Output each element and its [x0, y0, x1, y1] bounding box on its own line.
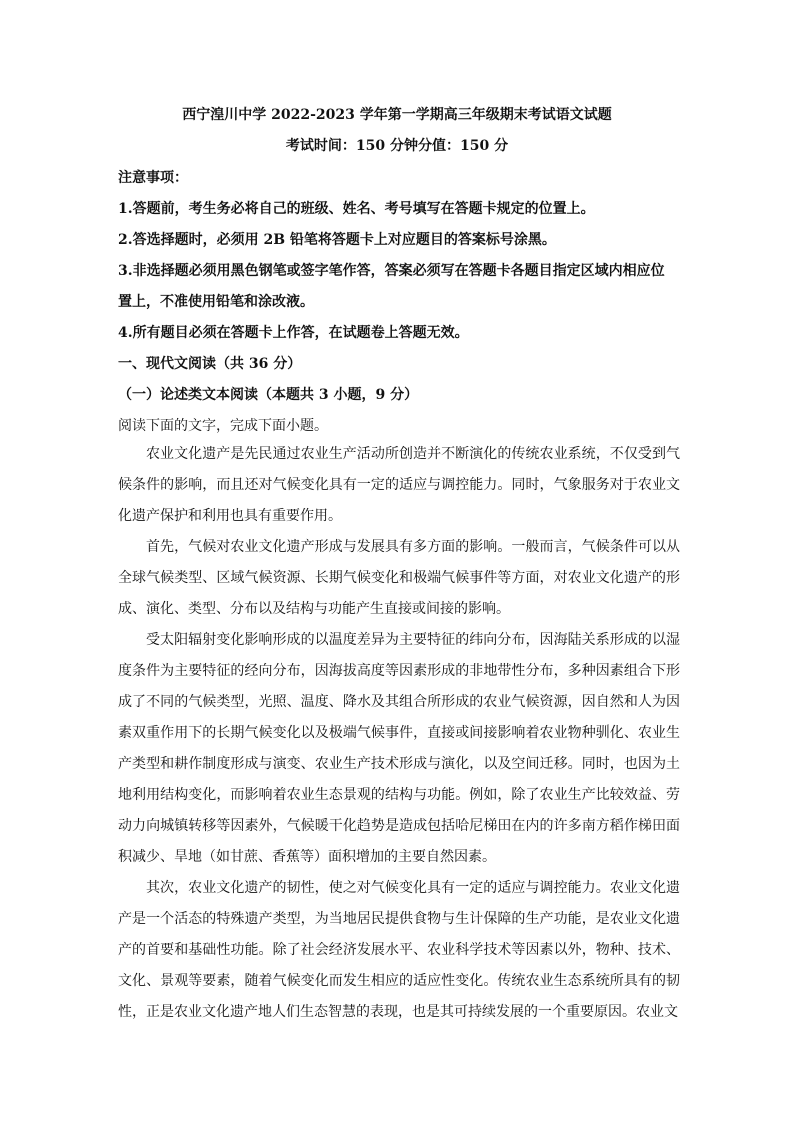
section-heading: 一、现代文阅读（共 36 分）	[118, 356, 302, 372]
note-item-3: 3.非选择题必须用黑色钢笔或签字笔作答，答案必须写在答题卡各题目指定区域内相应位	[118, 263, 665, 279]
exam-title: 西宁湟川中学 2022-2023 学年第一学期高三年级期末考试语文试题	[182, 107, 612, 123]
note-item-1: 1.答题前，考生务必将自己的班级、姓名、考号填写在答题卡规定的位置上。	[118, 201, 595, 217]
paragraph-2: 首先，气候对农业文化遗产形成与发展具有多方面的影响。一般而言，气候条件可以从全球气候类型、区域气候资源、长期气候变化和极端气候事件等方面，对农业文化遗产的形成、演化、类型、分布以及结构与功能产生直接或间接的影响。	[118, 539, 680, 617]
note-item-2: 2.答选择题时，必须用 2B 铅笔将答题卡上对应题目的答案标号涂黑。	[118, 232, 556, 248]
exam-info: 考试时间：150 分钟分值：150 分	[285, 138, 509, 154]
paragraph-1: 农业文化遗产是先民通过农业生产活动所创造并不断演化的传统农业系统，不仅受到气候条件的影响，而且还对气候变化具有一定的适应与调控能力。同时，气象服务对于农业文化遗产保护和利用也具有重要作用。	[118, 446, 680, 524]
reading-instruction: 阅读下面的文字，完成下面小题。	[118, 418, 328, 434]
note-item-4: 4.所有题目必须在答题卡上作答，在试题卷上答题无效。	[118, 325, 469, 341]
note-item-3-cont: 置上，不准使用铅笔和涂改液。	[118, 294, 314, 310]
section-subheading: （一）论述类文本阅读（本题共 3 小题，9 分）	[118, 387, 419, 403]
notes-heading: 注意事项：	[118, 170, 188, 186]
paragraph-4: 其次，农业文化遗产的韧性，使之对气候变化具有一定的适应与调控能力。农业文化遗产是一个活态的特殊遗产类型，为当地居民提供食物与生计保障的生产功能，是农业文化遗产的首要和基础性功能。除了社会经济发展水平、农业科学技术等因素以外，物种、技术、文化、景观等要素，随着气候变化而发生相应的适应性变化。传统农业生态系统所具有的韧性，正是农业文化遗产地人们生态智慧的表现，也是其可持续发展的一个重要原因。农业文	[118, 880, 680, 1020]
paragraph-3: 受太阳辐射变化影响形成的以温度差异为主要特征的纬向分布，因海陆关系形成的以湿度条件为主要特征的经向分布，因海拔高度等因素形成的非地带性分布，多种因素组合下形成了不同的气候类型，光照、温度、降水及其组合所形成的农业气候资源，因自然和人为因素双重作用下的长期气候变化以及极端气候事件，直接或间接影响着农业物种驯化、农业生产类型和耕作制度形成与演变、农业生产技术形成与演化，以及空间迁移。同时，也因为土地利用结构变化，而影响着农业生态景观的结构与功能。例如，除了农业生产比较效益、劳动力向城镇转移等因素外，气候暖干化趋势是造成包括哈尼梯田在内的许多南方稻作梯田面积减少、旱地（如甘蔗、香蕉等）面积增加的主要自然因素。	[118, 632, 680, 865]
